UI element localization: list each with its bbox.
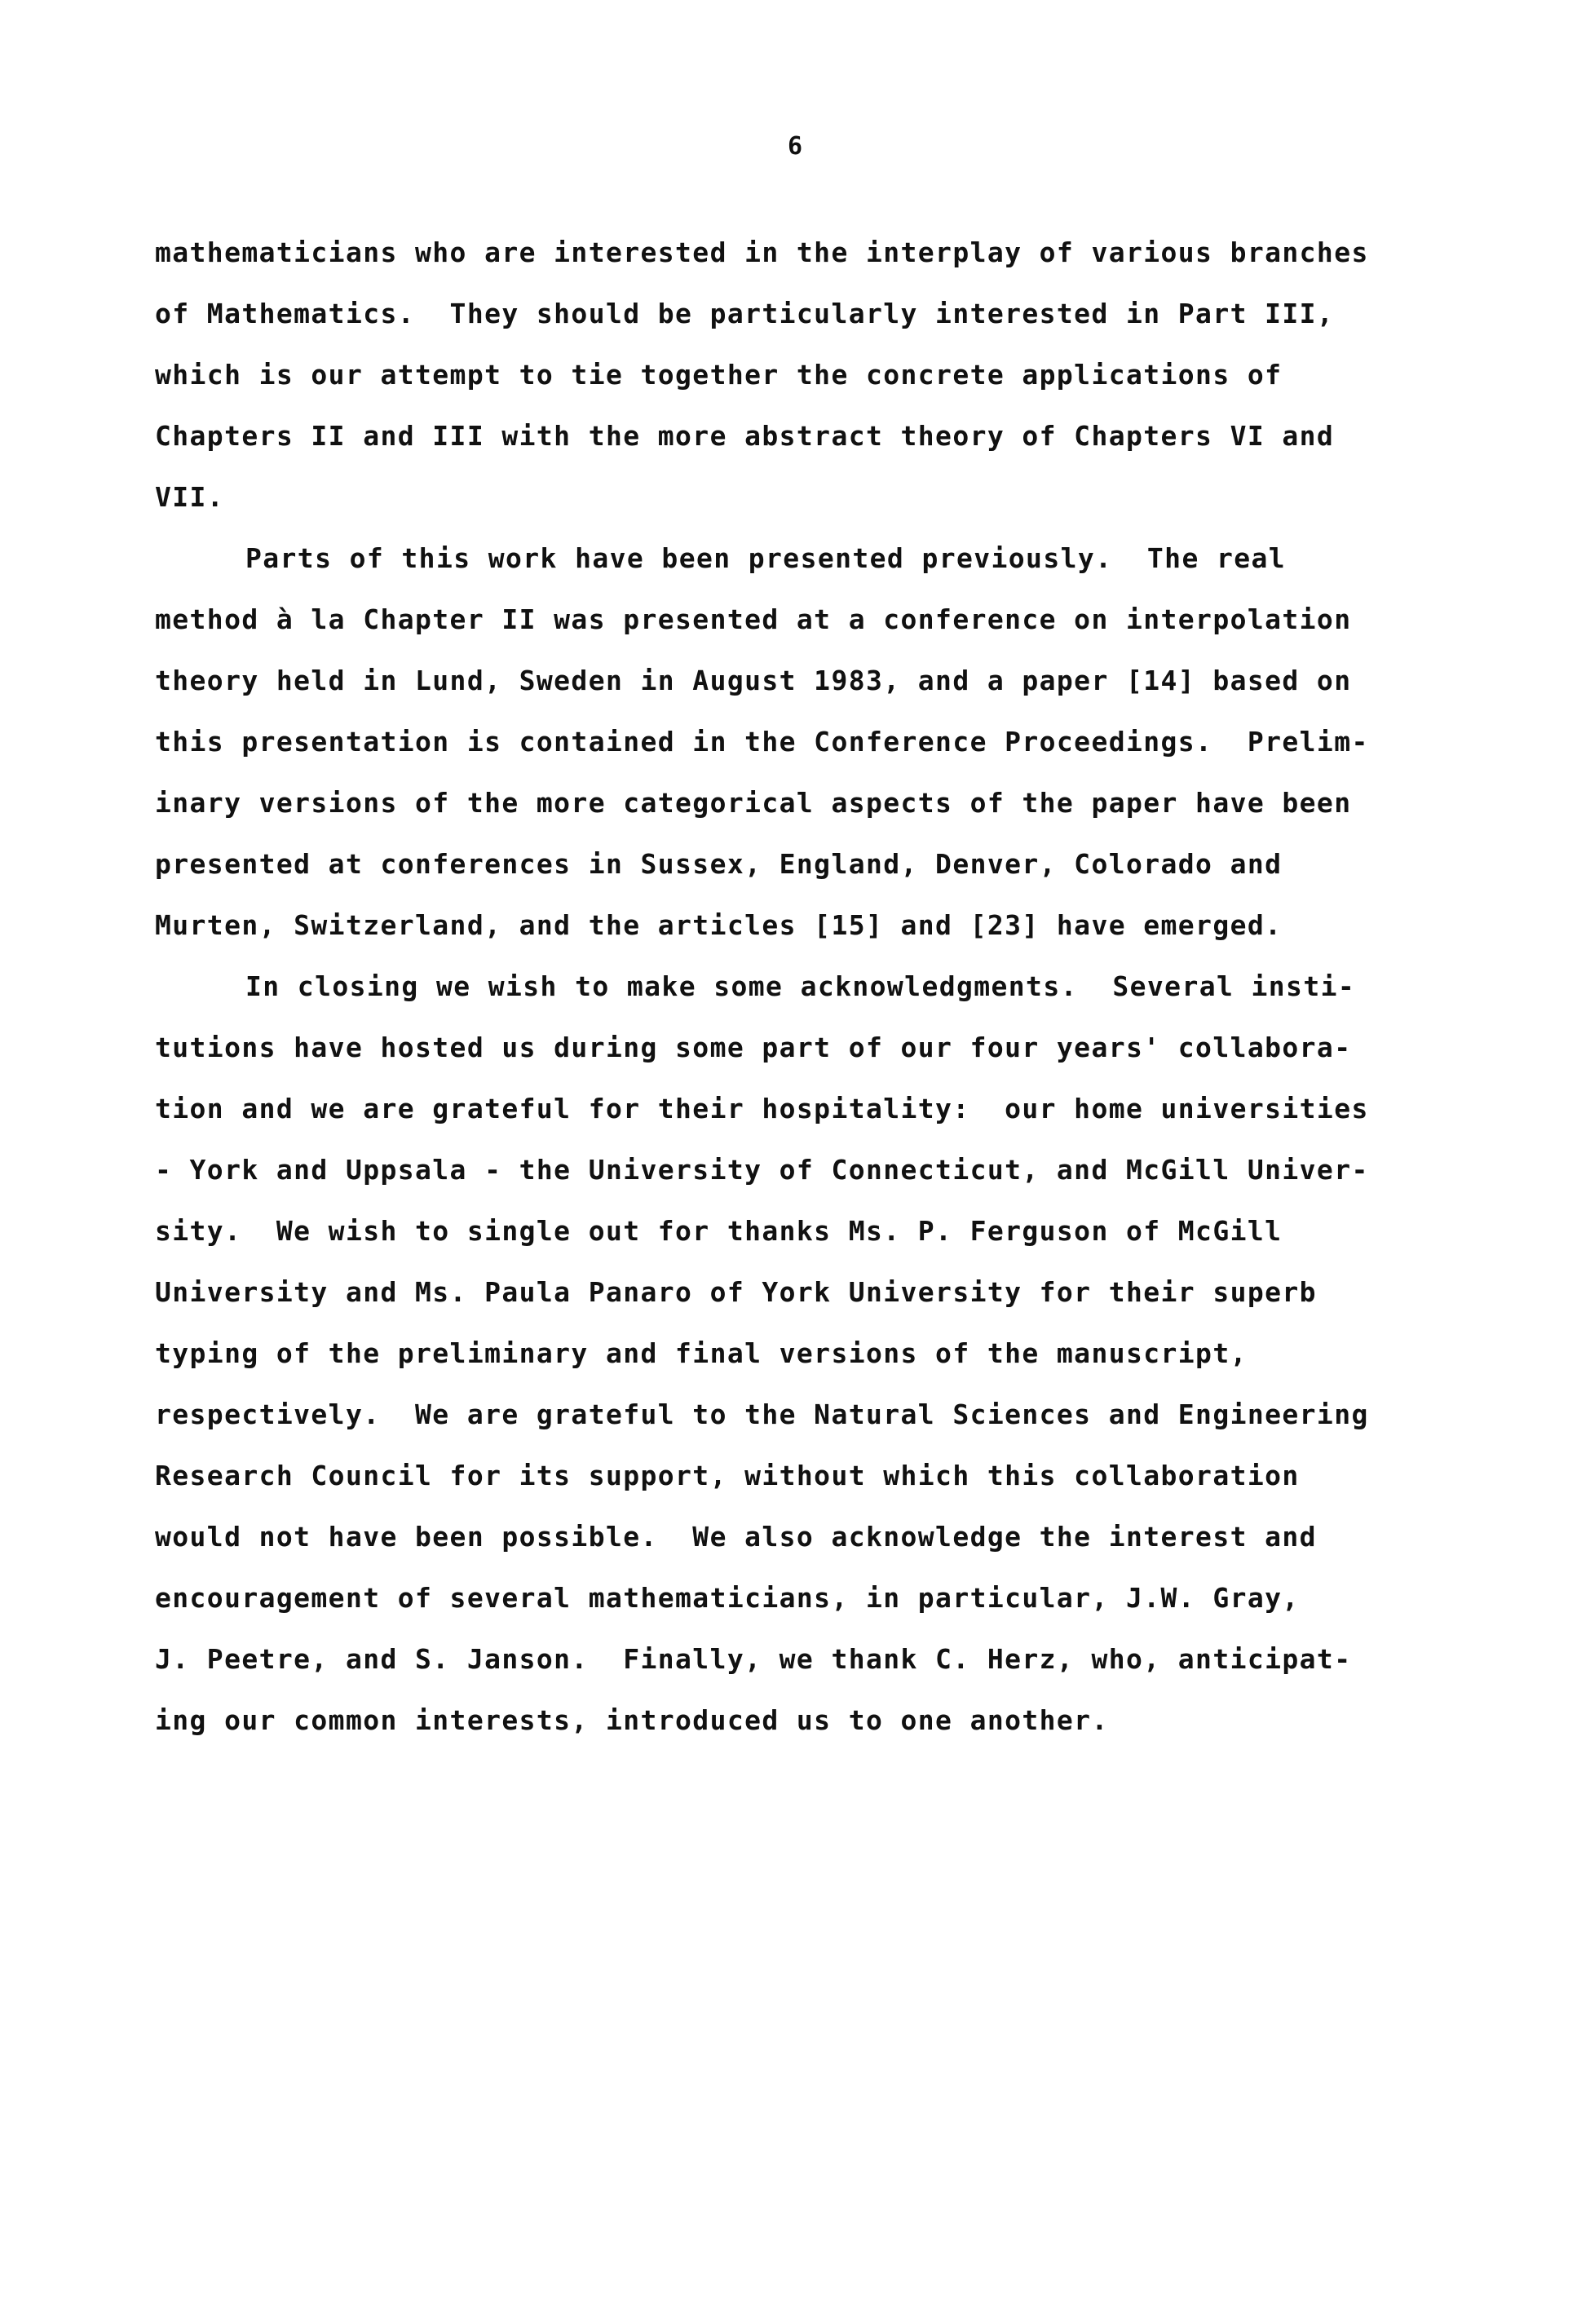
text-line: sity. We wish to single out for thanks Ms. P. Ferguson of McGill: [155, 1215, 1283, 1247]
text-line: VII.: [155, 481, 225, 513]
paragraph-start-line: Parts of this work have been presented previously. The real: [245, 542, 1287, 574]
body-text: [155, 222, 1460, 1751]
text-line: theory held in Lund, Sweden in August 1983, and a paper [14] based on: [155, 665, 1352, 696]
text-line: Research Council for its support, without which this collaboration: [155, 1460, 1300, 1491]
text-line: Chapters II and III with the more abstract theory of Chapters VI and: [155, 420, 1335, 452]
text-line: tion and we are grateful for their hospitality: our home universities: [155, 1093, 1369, 1124]
text-line: which is our attempt to tie together the concrete applications of: [155, 359, 1283, 391]
text-line: - York and Uppsala - the University of Connecticut, and McGill Univer-: [155, 1154, 1369, 1186]
text-line: ing our common interests, introduced us to one another.: [155, 1704, 1109, 1736]
text-line: this presentation is contained in the Conference Proceedings. Prelim-: [155, 726, 1369, 758]
text-line: Murten, Switzerland, and the articles [15] and [23] have emerged.: [155, 909, 1283, 941]
text-line: method à la Chapter II was presented at a conference on interpolation: [155, 603, 1352, 635]
page-number: 6: [787, 132, 803, 161]
text-line: J. Peetre, and S. Janson. Finally, we thank C. Herz, who, anticipat-: [155, 1643, 1352, 1675]
text-line: inary versions of the more categorical aspects of the paper have been: [155, 787, 1352, 819]
text-line: would not have been possible. We also acknowledge the interest and: [155, 1521, 1317, 1553]
text-line: tutions have hosted us during some part of our four years' collabora-: [155, 1032, 1352, 1063]
text-line: presented at conferences in Sussex, England, Denver, Colorado and: [155, 848, 1283, 880]
text-line: of Mathematics. They should be particularly interested in Part III,: [155, 298, 1335, 329]
paragraph-start-line: In closing we wish to make some acknowledgments. Several insti-: [245, 970, 1356, 1002]
text-line: typing of the preliminary and final versions of the manuscript,: [155, 1337, 1248, 1369]
text-line: University and Ms. Paula Panaro of York University for their superb: [155, 1276, 1317, 1308]
text-line: respectively. We are grateful to the Natural Sciences and Engineering: [155, 1398, 1369, 1430]
text-line: mathematicians who are interested in the interplay of various branches: [155, 236, 1369, 268]
text-line: encouragement of several mathematicians, in particular, J.W. Gray,: [155, 1582, 1300, 1614]
